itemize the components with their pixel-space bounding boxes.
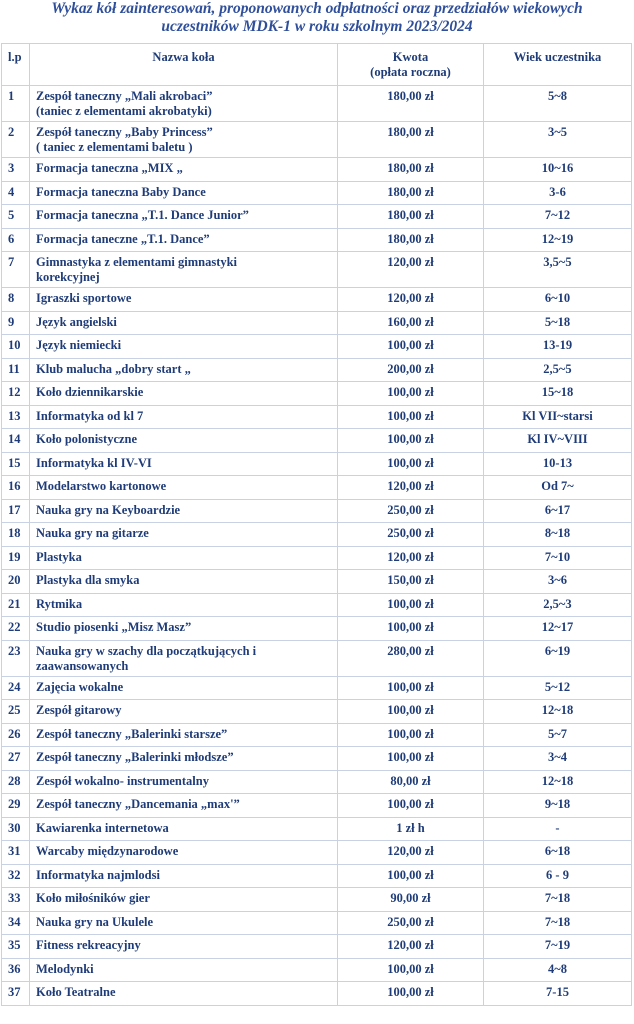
row-number: 29 [2,794,30,818]
header-lp: l.p [2,44,30,86]
table-row [2,405,632,429]
table-row [2,864,632,888]
row-name: Modelarstwo kartonowe [30,476,338,500]
fees-table [1,43,632,1006]
table-row [2,935,632,959]
row-name: Zespół taneczny „Baby Princess” ( taniec z elementami baletu ) [30,122,338,158]
row-fee: 150,00 zł [338,570,484,594]
table-row [2,452,632,476]
table-row [2,499,632,523]
row-name: Fitness rekreacyjny [30,935,338,959]
row-number: 37 [2,982,30,1006]
row-number: 16 [2,476,30,500]
row-fee: 100,00 zł [338,452,484,476]
row-name: Nauka gry na Ukulele [30,911,338,935]
row-name: Koło dziennikarskie [30,382,338,406]
row-fee: 100,00 zł [338,723,484,747]
row-name: Zespół taneczny „Balerinki młodsze” [30,747,338,771]
row-age: Kl VII~starsi [484,405,632,429]
row-fee: 250,00 zł [338,523,484,547]
row-fee: 100,00 zł [338,593,484,617]
row-number: 20 [2,570,30,594]
row-name: Język niemiecki [30,335,338,359]
row-number: 3 [2,158,30,182]
row-fee: 100,00 zł [338,700,484,724]
header-fee-line-2: (opłata roczna) [370,65,451,79]
row-number: 10 [2,335,30,359]
row-name: Plastyka dla smyka [30,570,338,594]
row-name: Formacja taneczna Baby Dance [30,181,338,205]
row-age: 5~8 [484,86,632,122]
row-number: 18 [2,523,30,547]
row-number: 19 [2,546,30,570]
table-row [2,311,632,335]
row-number: 15 [2,452,30,476]
table-row [2,429,632,453]
table-row [2,700,632,724]
row-fee: 100,00 zł [338,747,484,771]
row-age: 15~18 [484,382,632,406]
row-name: Informatyka najmlodsi [30,864,338,888]
row-number: 14 [2,429,30,453]
table-body [2,86,632,1006]
row-fee: 250,00 zł [338,911,484,935]
table-row [2,335,632,359]
row-name: Gimnastyka z elementami gimnastyki korekcyjnej [30,252,338,288]
table-row [2,523,632,547]
row-fee: 120,00 zł [338,476,484,500]
table-row [2,382,632,406]
row-fee: 120,00 zł [338,935,484,959]
row-fee: 100,00 zł [338,864,484,888]
row-fee: 160,00 zł [338,311,484,335]
table-row [2,593,632,617]
row-number: 4 [2,181,30,205]
title-line-1: Wykaz kół zainteresowań, proponowanych odpłatności oraz przedziałów wiekowych [51,0,583,17]
row-fee: 250,00 zł [338,499,484,523]
row-name: Koło miłośników gier [30,888,338,912]
row-number: 13 [2,405,30,429]
row-name: Zespół wokalno- instrumentalny [30,770,338,794]
row-name: Formacja taneczna „T.1. Dance Junior” [30,205,338,229]
row-age: 5~18 [484,311,632,335]
row-number: 33 [2,888,30,912]
header-fee [338,44,484,86]
row-age: 7~19 [484,935,632,959]
table-row [2,181,632,205]
row-fee: 100,00 zł [338,429,484,453]
row-number: 32 [2,864,30,888]
row-age: 4~8 [484,958,632,982]
row-age: 12~18 [484,700,632,724]
row-fee: 180,00 zł [338,158,484,182]
table-row [2,570,632,594]
row-age: 6 - 9 [484,864,632,888]
row-age: 6~17 [484,499,632,523]
row-number: 6 [2,228,30,252]
row-name: Nauka gry na Keyboardzie [30,499,338,523]
table-row [2,86,632,122]
row-number: 2 [2,122,30,158]
document-title [0,0,634,36]
table-header-row [2,44,632,86]
row-age: 3~6 [484,570,632,594]
row-fee: 100,00 zł [338,405,484,429]
row-name: Klub malucha „dobry start „ [30,358,338,382]
row-age: 7~18 [484,911,632,935]
row-name: Rytmika [30,593,338,617]
row-age: 3,5~5 [484,252,632,288]
table-row [2,723,632,747]
table-row [2,794,632,818]
table-row [2,770,632,794]
row-age: 12~17 [484,617,632,641]
row-number: 23 [2,640,30,676]
row-fee: 180,00 zł [338,122,484,158]
row-age: 7~10 [484,546,632,570]
row-name: Formacja taneczne „T.1. Dance” [30,228,338,252]
row-age: 6~10 [484,288,632,312]
row-number: 21 [2,593,30,617]
row-age: Od 7~ [484,476,632,500]
row-fee: 180,00 zł [338,205,484,229]
row-name: Nauka gry na gitarze [30,523,338,547]
row-number: 5 [2,205,30,229]
row-age: - [484,817,632,841]
row-fee: 90,00 zł [338,888,484,912]
row-fee: 280,00 zł [338,640,484,676]
header-fee-line-1: Kwota [392,50,429,64]
row-name: Język angielski [30,311,338,335]
row-age: 2,5~3 [484,593,632,617]
row-number: 7 [2,252,30,288]
table-row [2,911,632,935]
row-name: Plastyka [30,546,338,570]
row-number: 31 [2,841,30,865]
header-age: Wiek uczestnika [484,44,632,86]
row-name: Studio piosenki „Misz Masz” [30,617,338,641]
row-fee: 120,00 zł [338,288,484,312]
table-row [2,640,632,676]
row-name: Koło polonistyczne [30,429,338,453]
title-line-2: uczestników MDK-1 w roku szkolnym 2023/2024 [161,18,473,35]
row-fee: 120,00 zł [338,546,484,570]
table-row [2,205,632,229]
table-row [2,358,632,382]
row-name: Warcaby międzynarodowe [30,841,338,865]
row-fee: 200,00 zł [338,358,484,382]
table-row [2,546,632,570]
row-fee: 100,00 zł [338,982,484,1006]
row-number: 11 [2,358,30,382]
row-age: 8~18 [484,523,632,547]
row-age: 3-6 [484,181,632,205]
row-fee: 180,00 zł [338,86,484,122]
row-name: Zajęcia wokalne [30,676,338,700]
row-age: 10~16 [484,158,632,182]
table-row [2,252,632,288]
row-number: 27 [2,747,30,771]
row-name: Igraszki sportowe [30,288,338,312]
table-row [2,617,632,641]
row-age: 12~19 [484,228,632,252]
table-row [2,228,632,252]
row-age: 12~18 [484,770,632,794]
table-row [2,841,632,865]
row-age: 13-19 [484,335,632,359]
row-age: 5~12 [484,676,632,700]
table-row [2,982,632,1006]
table-row [2,158,632,182]
row-age: Kl IV~VIII [484,429,632,453]
row-fee: 100,00 zł [338,958,484,982]
row-age: 5~7 [484,723,632,747]
row-age: 9~18 [484,794,632,818]
row-number: 24 [2,676,30,700]
row-age: 7~12 [484,205,632,229]
row-fee: 180,00 zł [338,228,484,252]
row-fee: 100,00 zł [338,335,484,359]
row-fee: 1 zł h [338,817,484,841]
row-age: 2,5~5 [484,358,632,382]
header-name: Nazwa koła [30,44,338,86]
row-name: Informatyka kl IV-VI [30,452,338,476]
table-row [2,676,632,700]
row-name: Nauka gry w szachy dla początkujących i zaawansowanych [30,640,338,676]
table-row [2,958,632,982]
row-number: 22 [2,617,30,641]
table-row [2,888,632,912]
row-fee: 100,00 zł [338,676,484,700]
row-fee: 120,00 zł [338,841,484,865]
row-name: Formacja taneczna „MIX „ [30,158,338,182]
row-fee: 120,00 zł [338,252,484,288]
row-number: 34 [2,911,30,935]
row-number: 28 [2,770,30,794]
row-number: 35 [2,935,30,959]
row-age: 7~18 [484,888,632,912]
table-row [2,476,632,500]
row-fee: 80,00 zł [338,770,484,794]
row-name: Zespół taneczny „Dancemania „max'” [30,794,338,818]
row-number: 8 [2,288,30,312]
row-name: Zespół taneczny „Balerinki starsze” [30,723,338,747]
row-number: 30 [2,817,30,841]
row-number: 9 [2,311,30,335]
row-name: Informatyka od kl 7 [30,405,338,429]
table-row [2,817,632,841]
row-name: Zespół taneczny „Mali akrobaci” (taniec z elementami akrobatyki) [30,86,338,122]
row-name: Zespół gitarowy [30,700,338,724]
row-number: 25 [2,700,30,724]
row-name: Kawiarenka internetowa [30,817,338,841]
row-age: 7-15 [484,982,632,1006]
row-fee: 100,00 zł [338,617,484,641]
row-age: 3~4 [484,747,632,771]
row-number: 17 [2,499,30,523]
row-number: 12 [2,382,30,406]
row-age: 6~19 [484,640,632,676]
table-row [2,288,632,312]
table-row [2,747,632,771]
row-age: 3~5 [484,122,632,158]
row-age: 6~18 [484,841,632,865]
row-age: 10-13 [484,452,632,476]
row-name: Melodynki [30,958,338,982]
table-row [2,122,632,158]
row-name: Koło Teatralne [30,982,338,1006]
row-number: 26 [2,723,30,747]
row-fee: 180,00 zł [338,181,484,205]
row-number: 36 [2,958,30,982]
row-fee: 100,00 zł [338,794,484,818]
row-number: 1 [2,86,30,122]
row-fee: 100,00 zł [338,382,484,406]
